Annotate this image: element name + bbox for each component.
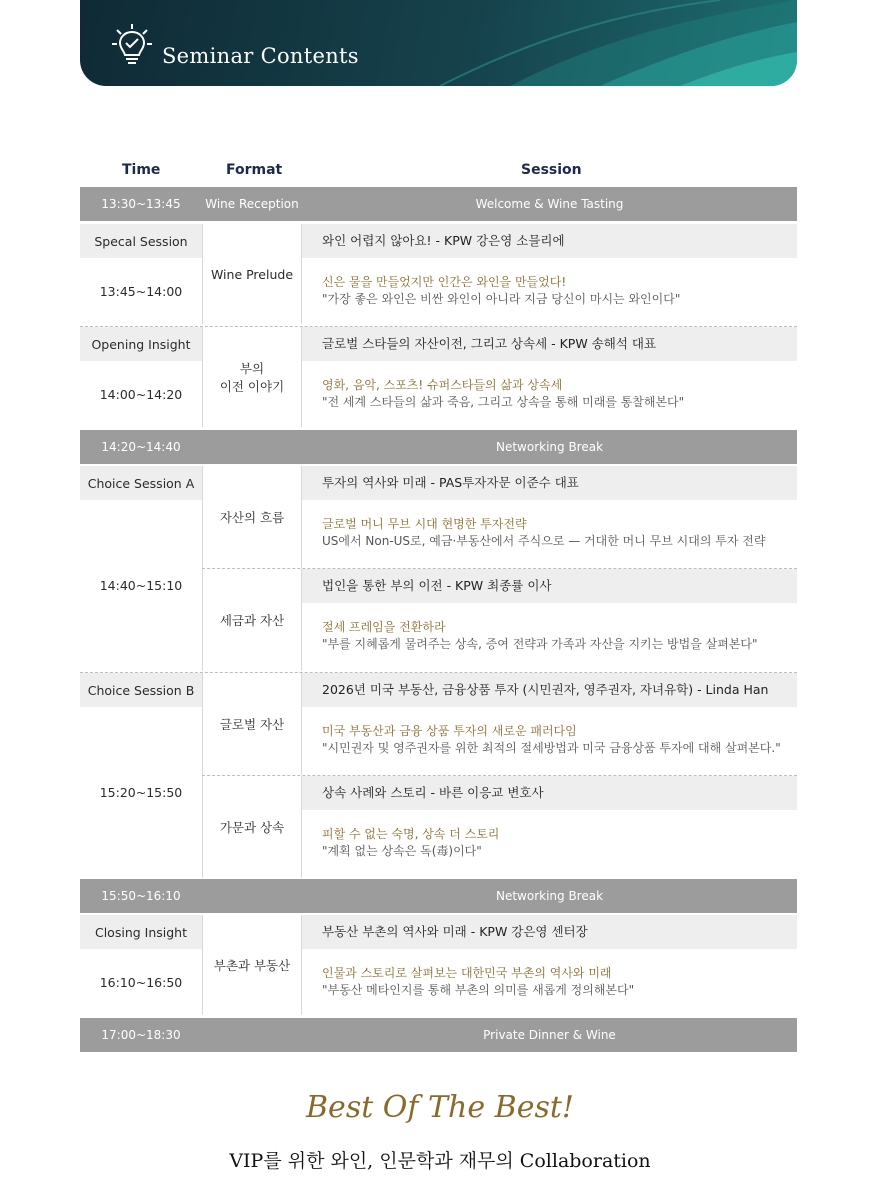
closing-desc-quote: "부동산 메타인지를 통해 부촌의 의미를 새롭게 정의해본다": [322, 983, 635, 997]
special-session-label: Specal Session: [80, 224, 202, 258]
dinner-session: Private Dinner & Wine: [483, 1028, 616, 1042]
choice-a-label: Choice Session A: [80, 466, 202, 500]
opening-desc-highlight: 영화, 음악, 스포츠! 슈퍼스타들의 삶과 상속세: [322, 378, 563, 392]
choice-b-desc-1: [302, 723, 797, 757]
choice-b-time: 15:20~15:50: [99, 785, 183, 800]
choice-b-format-2: 가문과 상속: [202, 776, 302, 878]
opening-insight-title: 글로벌 스타들의 자산이전, 그리고 상속세 - KPW 송해석 대표: [302, 327, 797, 361]
choice-a-format-2: 세금과 자산: [202, 569, 302, 671]
choice-b-label: Choice Session B: [80, 673, 202, 707]
choice-a-desc-1-highlight: 글로벌 머니 무브 시대 현명한 투자전략: [322, 517, 527, 531]
choice-b-title-1: 2026년 미국 부동산, 금융상품 투자 (시민권자, 영주권자, 자녀유학) - Linda Han: [302, 673, 797, 707]
choice-b-title-2: 상속 사례와 스토리 - 바른 이응교 변호사: [302, 776, 797, 810]
break2-session: Networking Break: [495, 889, 604, 903]
reception-format: Wine Reception: [205, 197, 299, 211]
networking-break-bar: [80, 879, 797, 913]
choice-b-desc-2: [302, 826, 797, 860]
break1-time: 14:20~14:40: [101, 440, 181, 454]
choice-a-title-1: 투자의 역사와 미래 - PAS투자자문 이준수 대표: [302, 466, 797, 500]
choice-a-desc-2-quote: "부를 지혜롭게 물려주는 상속, 증여 전략과 가족과 자산을 지키는 방법을 살펴본다": [322, 637, 758, 651]
break2-time: 15:50~16:10: [101, 889, 181, 903]
opening-insight-format: [202, 327, 302, 427]
column-header-session: Session: [521, 162, 582, 178]
closing-insight-desc: [302, 965, 797, 999]
choice-b-desc-2-highlight: 피할 수 없는 숙명, 상속 더 스토리: [322, 827, 500, 841]
closing-insight-label: Closing Insight: [80, 915, 202, 949]
closing-insight-title: 부동산 부촌의 역사와 미래 - KPW 강은영 센터장: [302, 915, 797, 949]
break1-session: Networking Break: [495, 440, 604, 454]
special-session-title: 와인 어렵지 않아요! - KPW 강은영 소믈리에: [302, 224, 797, 258]
wave-decoration: [80, 0, 797, 86]
choice-a-desc-2-highlight: 절세 프레임을 전환하라: [322, 620, 446, 634]
closing-insight-format: 부촌과 부동산: [202, 915, 302, 1015]
dinner-bar: [80, 1018, 797, 1052]
page-title: Seminar Contents: [162, 44, 359, 68]
opening-insight-time: 14:00~14:20: [99, 386, 183, 402]
choice-b-desc-2-quote: "계획 없는 상속은 독(毒)이다": [322, 844, 482, 858]
column-header-time: Time: [122, 162, 161, 178]
choice-a-desc-1: [302, 516, 797, 550]
networking-break-bar: [80, 430, 797, 464]
reception-session: Welcome & Wine Tasting: [475, 197, 624, 211]
special-session-time: 13:45~14:00: [99, 283, 183, 299]
tagline: Best Of The Best!: [306, 1090, 574, 1125]
choice-a-desc-1-quote: US에서 Non-US로, 예금·부동산에서 주식으로 — 거대한 머니 무브 시대의 투자 전략: [322, 534, 766, 548]
opening-format-line2: 이전 이야기: [219, 379, 285, 394]
special-session-desc: [302, 274, 797, 308]
closing-insight-time: 16:10~16:50: [99, 974, 183, 990]
reception-time: 13:30~13:45: [101, 197, 181, 211]
dinner-time: 17:00~18:30: [101, 1028, 181, 1042]
choice-a-time: 14:40~15:10: [99, 578, 183, 593]
choice-a-title-2: 법인을 통한 부의 이전 - KPW 최종률 이사: [302, 569, 797, 603]
header-banner: [80, 0, 797, 86]
special-session-desc-quote: "가장 좋은 와인은 비싼 와인이 아니라 지금 당신이 마시는 와인이다": [322, 292, 681, 306]
opening-insight-label: Opening Insight: [80, 327, 202, 361]
choice-b-format-1: 글로벌 자산: [202, 673, 302, 775]
column-header-format: Format: [226, 162, 283, 178]
choice-b-desc-1-highlight: 미국 부동산과 금융 상품 투자의 새로운 패러다임: [322, 724, 577, 738]
special-session-desc-highlight: 신은 물을 만들었지만 인간은 와인을 만들었다!: [322, 275, 567, 289]
reception-bar: [80, 187, 797, 221]
lightbulb-check-icon: [112, 24, 152, 68]
choice-b-desc-1-quote: "시민권자 및 영주권자를 위한 최적의 절세방법과 미국 금융상품 투자에 대해 살펴본다.": [322, 741, 781, 755]
opening-format-line1: 부의: [239, 361, 265, 376]
opening-insight-desc: [302, 377, 797, 411]
opening-desc-quote: "전 세계 스타들의 삶과 죽음, 그리고 상속을 통해 미래를 통찰해본다": [322, 395, 685, 409]
choice-a-format-1: 자산의 흐름: [202, 466, 302, 568]
closing-desc-highlight: 인물과 스토리로 살펴보는 대한민국 부촌의 역사와 미래: [322, 966, 612, 980]
choice-a-desc-2: [302, 619, 797, 653]
special-session-format: Wine Prelude: [202, 224, 302, 324]
subtitle: VIP를 위한 와인, 인문학과 재무의 Collaboration: [229, 1150, 651, 1172]
